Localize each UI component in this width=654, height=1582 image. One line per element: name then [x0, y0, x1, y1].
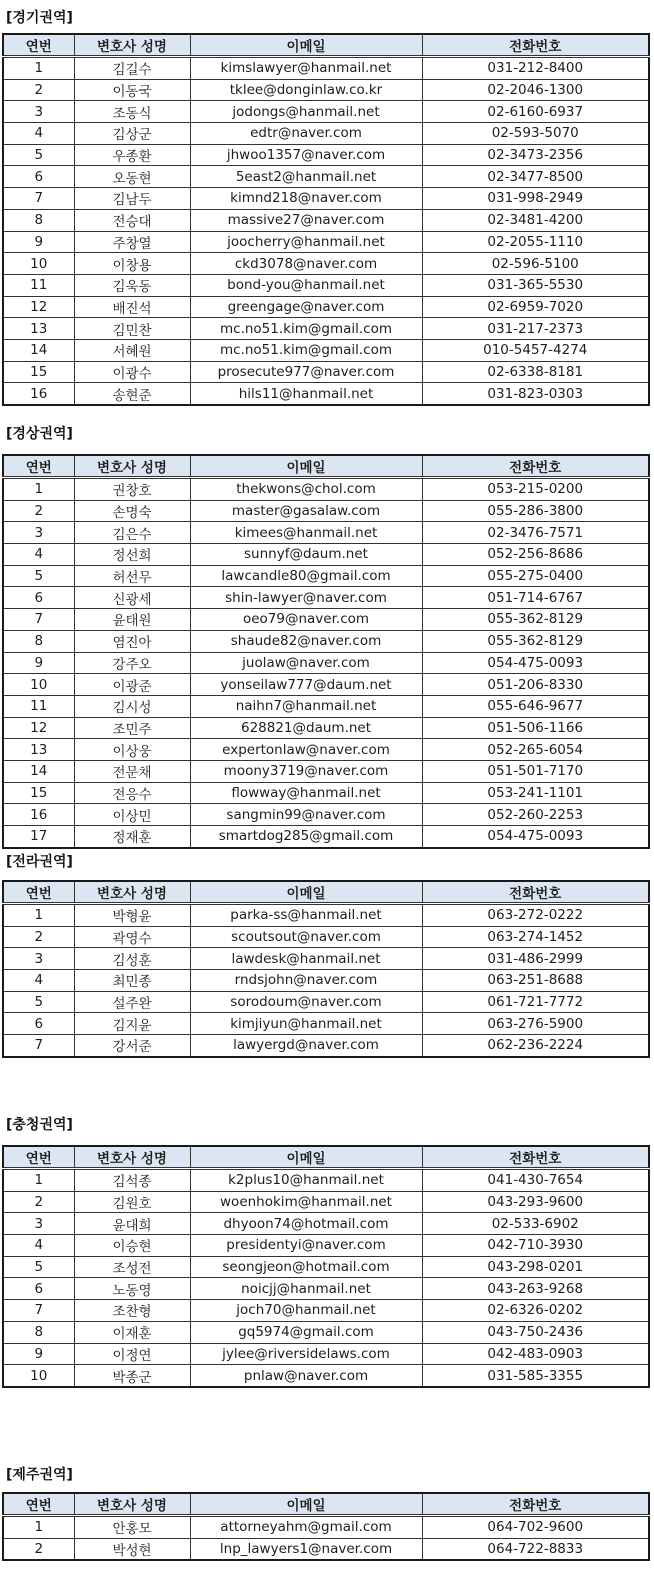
phone-number: 02-3476-7571 — [422, 522, 649, 544]
phone-number: 043-293-9600 — [422, 1191, 649, 1213]
section-title: [경상권역] — [6, 426, 73, 442]
lawyer-name: 전승대 — [74, 209, 190, 231]
phone-number: 02-2046-1300 — [422, 79, 649, 101]
email-address: shin-lawyer@naver.com — [190, 587, 422, 609]
table-row — [3, 652, 649, 674]
section-title: [제주권역] — [6, 1467, 73, 1483]
row-number: 6 — [3, 587, 74, 609]
table-row — [3, 991, 649, 1013]
section-title: [전라권역] — [6, 854, 73, 870]
row-number: 6 — [3, 1013, 74, 1035]
lawyer-table-gyeonggi — [2, 33, 650, 406]
lawyer-table-gyeongsang — [2, 454, 650, 849]
phone-number: 031-217-2373 — [422, 318, 649, 340]
table-row — [3, 101, 649, 123]
lawyer-table-jeolla — [2, 880, 650, 1058]
email-address: sorodoum@naver.com — [190, 991, 422, 1013]
table-row — [3, 318, 649, 340]
phone-number: 055-362-8129 — [422, 630, 649, 652]
row-number: 10 — [3, 674, 74, 696]
lawyer-name: 강주오 — [74, 652, 190, 674]
table-row — [3, 904, 649, 927]
phone-number: 062-236-2224 — [422, 1035, 649, 1057]
email-address: attorneyahm@gmail.com — [190, 1516, 422, 1539]
lawyer-name: 손명숙 — [74, 500, 190, 522]
table-row — [3, 970, 649, 992]
row-number: 3 — [3, 522, 74, 544]
email-address: naihn7@hanmail.net — [190, 695, 422, 717]
phone-number: 064-702-9600 — [422, 1516, 649, 1539]
lawyer-name: 조성전 — [74, 1256, 190, 1278]
lawyer-name: 김민찬 — [74, 318, 190, 340]
row-number: 7 — [3, 188, 74, 210]
row-number: 2 — [3, 1191, 74, 1213]
row-number: 14 — [3, 760, 74, 782]
phone-number: 051-206-8330 — [422, 674, 649, 696]
email-address: tklee@donginlaw.co.kr — [190, 79, 422, 101]
phone-number: 063-251-8688 — [422, 970, 649, 992]
email-address: sangmin99@naver.com — [190, 804, 422, 826]
email-address: kimnd218@naver.com — [190, 188, 422, 210]
table-header-row — [3, 1146, 649, 1169]
phone-number: 02-533-6902 — [422, 1213, 649, 1235]
row-number: 2 — [3, 926, 74, 948]
email-address: shaude82@naver.com — [190, 630, 422, 652]
email-address: edtr@naver.com — [190, 123, 422, 145]
table-row — [3, 1191, 649, 1213]
lawyer-name: 이광수 — [74, 361, 190, 383]
row-number: 6 — [3, 1278, 74, 1300]
lawyer-name: 배진석 — [74, 296, 190, 318]
email-address: presidentyi@naver.com — [190, 1235, 422, 1257]
lawyer-name: 김상군 — [74, 123, 190, 145]
table-row — [3, 1516, 649, 1539]
lawyer-name: 안홍모 — [74, 1516, 190, 1539]
table-row — [3, 123, 649, 145]
email-address: bond-you@hanmail.net — [190, 274, 422, 296]
lawyer-name: 이창용 — [74, 253, 190, 275]
phone-number: 02-6338-8181 — [422, 361, 649, 383]
table-row — [3, 383, 649, 405]
email-address: sunnyf@daum.net — [190, 544, 422, 566]
row-number: 12 — [3, 296, 74, 318]
lawyer-name: 김남두 — [74, 188, 190, 210]
phone-number: 02-596-5100 — [422, 253, 649, 275]
lawyer-name: 조동식 — [74, 101, 190, 123]
column-header-phone: 전화번호 — [422, 1493, 649, 1516]
row-number: 1 — [3, 1169, 74, 1192]
phone-number: 053-241-1101 — [422, 782, 649, 804]
email-address: ckd3078@naver.com — [190, 253, 422, 275]
row-number: 4 — [3, 970, 74, 992]
phone-number: 054-475-0093 — [422, 652, 649, 674]
phone-number: 02-6160-6937 — [422, 101, 649, 123]
table-header-row — [3, 881, 649, 904]
email-address: joocherry@hanmail.net — [190, 231, 422, 253]
row-number: 11 — [3, 695, 74, 717]
row-number: 8 — [3, 209, 74, 231]
row-number: 9 — [3, 231, 74, 253]
row-number: 7 — [3, 1035, 74, 1057]
lawyer-table-chungcheong — [2, 1145, 650, 1388]
email-address: lawdesk@hanmail.net — [190, 948, 422, 970]
table-header-row — [3, 34, 649, 57]
row-number: 8 — [3, 630, 74, 652]
phone-number: 031-365-5530 — [422, 274, 649, 296]
lawyer-name: 김길수 — [74, 57, 190, 80]
phone-number: 031-212-8400 — [422, 57, 649, 80]
email-address: oeo79@naver.com — [190, 609, 422, 631]
column-header-email: 이메일 — [190, 1146, 422, 1169]
table-row — [3, 948, 649, 970]
table-row — [3, 695, 649, 717]
table-row — [3, 1235, 649, 1257]
phone-number: 064-722-8833 — [422, 1538, 649, 1560]
table-row — [3, 739, 649, 761]
email-address: jhwoo1357@naver.com — [190, 144, 422, 166]
lawyer-name: 조민주 — [74, 717, 190, 739]
phone-number: 051-501-7170 — [422, 760, 649, 782]
table-row — [3, 188, 649, 210]
table-row — [3, 1035, 649, 1057]
table-row — [3, 1013, 649, 1035]
row-number: 9 — [3, 1343, 74, 1365]
table-row — [3, 1256, 649, 1278]
lawyer-name: 염진아 — [74, 630, 190, 652]
lawyer-name: 박종군 — [74, 1365, 190, 1387]
email-address: juolaw@naver.com — [190, 652, 422, 674]
phone-number: 054-475-0093 — [422, 826, 649, 848]
phone-number: 010-5457-4274 — [422, 339, 649, 361]
email-address: master@gasalaw.com — [190, 500, 422, 522]
lawyer-name: 이정연 — [74, 1343, 190, 1365]
phone-number: 031-998-2949 — [422, 188, 649, 210]
row-number: 16 — [3, 383, 74, 405]
email-address: pnlaw@naver.com — [190, 1365, 422, 1387]
column-header-phone: 전화번호 — [422, 1146, 649, 1169]
row-number: 10 — [3, 253, 74, 275]
row-number: 17 — [3, 826, 74, 848]
email-address: smartdog285@gmail.com — [190, 826, 422, 848]
lawyer-name: 윤대희 — [74, 1213, 190, 1235]
row-number: 15 — [3, 361, 74, 383]
email-address: lawcandle80@gmail.com — [190, 565, 422, 587]
lawyer-name: 곽영수 — [74, 926, 190, 948]
lawyer-name: 김시성 — [74, 695, 190, 717]
table-row — [3, 57, 649, 80]
phone-number: 031-823-0303 — [422, 383, 649, 405]
table-row — [3, 609, 649, 631]
table-row — [3, 674, 649, 696]
row-number: 12 — [3, 717, 74, 739]
phone-number: 051-714-6767 — [422, 587, 649, 609]
phone-number: 063-276-5900 — [422, 1013, 649, 1035]
email-address: kimees@hanmail.net — [190, 522, 422, 544]
row-number: 2 — [3, 1538, 74, 1560]
lawyer-name: 최민종 — [74, 970, 190, 992]
table-row — [3, 478, 649, 501]
row-number: 3 — [3, 101, 74, 123]
email-address: greengage@naver.com — [190, 296, 422, 318]
row-number: 1 — [3, 904, 74, 927]
table-row — [3, 1278, 649, 1300]
email-address: massive27@naver.com — [190, 209, 422, 231]
lawyer-name: 권창호 — [74, 478, 190, 501]
column-header-no: 연번 — [3, 34, 74, 57]
email-address: jylee@riversidelaws.com — [190, 1343, 422, 1365]
table-row — [3, 782, 649, 804]
column-header-phone: 전화번호 — [422, 34, 649, 57]
phone-number: 055-286-3800 — [422, 500, 649, 522]
lawyer-name: 우종환 — [74, 144, 190, 166]
phone-number: 02-593-5070 — [422, 123, 649, 145]
row-number: 4 — [3, 544, 74, 566]
email-address: lawyergd@naver.com — [190, 1035, 422, 1057]
phone-number: 043-750-2436 — [422, 1321, 649, 1343]
table-row — [3, 144, 649, 166]
lawyer-name: 송현준 — [74, 383, 190, 405]
column-header-no: 연번 — [3, 455, 74, 478]
row-number: 5 — [3, 991, 74, 1013]
lawyer-name: 조찬형 — [74, 1300, 190, 1322]
lawyer-name: 김원호 — [74, 1191, 190, 1213]
email-address: 628821@daum.net — [190, 717, 422, 739]
table-row — [3, 587, 649, 609]
phone-number: 02-3481-4200 — [422, 209, 649, 231]
lawyer-name: 김석종 — [74, 1169, 190, 1192]
lawyer-name: 강서준 — [74, 1035, 190, 1057]
table-row — [3, 1343, 649, 1365]
row-number: 10 — [3, 1365, 74, 1387]
table-row — [3, 361, 649, 383]
phone-number: 02-6326-0202 — [422, 1300, 649, 1322]
phone-number: 02-2055-1110 — [422, 231, 649, 253]
row-number: 13 — [3, 318, 74, 340]
row-number: 1 — [3, 478, 74, 501]
table-row — [3, 826, 649, 848]
email-address: jodongs@hanmail.net — [190, 101, 422, 123]
table-row — [3, 1321, 649, 1343]
email-address: prosecute977@naver.com — [190, 361, 422, 383]
email-address: woenhokim@hanmail.net — [190, 1191, 422, 1213]
phone-number: 02-3473-2356 — [422, 144, 649, 166]
email-address: moony3719@naver.com — [190, 760, 422, 782]
phone-number: 043-263-9268 — [422, 1278, 649, 1300]
email-address: scoutsout@naver.com — [190, 926, 422, 948]
column-header-no: 연번 — [3, 1493, 74, 1516]
phone-number: 02-3477-8500 — [422, 166, 649, 188]
column-header-name: 변호사 성명 — [74, 34, 190, 57]
phone-number: 031-585-3355 — [422, 1365, 649, 1387]
email-address: noicjj@hanmail.net — [190, 1278, 422, 1300]
row-number: 1 — [3, 1516, 74, 1539]
table-row — [3, 296, 649, 318]
email-address: 5east2@hanmail.net — [190, 166, 422, 188]
table-header-row — [3, 1493, 649, 1516]
email-address: mc.no51.kim@gmail.com — [190, 339, 422, 361]
row-number: 6 — [3, 166, 74, 188]
table-row — [3, 1169, 649, 1192]
table-row — [3, 1300, 649, 1322]
phone-number: 02-6959-7020 — [422, 296, 649, 318]
column-header-email: 이메일 — [190, 881, 422, 904]
lawyer-name: 김욱동 — [74, 274, 190, 296]
lawyer-name: 정선희 — [74, 544, 190, 566]
email-address: rndsjohn@naver.com — [190, 970, 422, 992]
phone-number: 052-256-8686 — [422, 544, 649, 566]
column-header-email: 이메일 — [190, 1493, 422, 1516]
row-number: 5 — [3, 1256, 74, 1278]
table-row — [3, 166, 649, 188]
phone-number: 031-486-2999 — [422, 948, 649, 970]
row-number: 13 — [3, 739, 74, 761]
table-row — [3, 804, 649, 826]
column-header-phone: 전화번호 — [422, 455, 649, 478]
table-row — [3, 274, 649, 296]
email-address: kimjiyun@hanmail.net — [190, 1013, 422, 1035]
table-row — [3, 79, 649, 101]
column-header-name: 변호사 성명 — [74, 881, 190, 904]
lawyer-name: 김지윤 — [74, 1013, 190, 1035]
lawyer-name: 오동현 — [74, 166, 190, 188]
email-address: dhyoon74@hotmail.com — [190, 1213, 422, 1235]
row-number: 15 — [3, 782, 74, 804]
column-header-email: 이메일 — [190, 455, 422, 478]
lawyer-name: 전응수 — [74, 782, 190, 804]
email-address: flowway@hanmail.net — [190, 782, 422, 804]
column-header-name: 변호사 성명 — [74, 1146, 190, 1169]
phone-number: 063-274-1452 — [422, 926, 649, 948]
row-number: 5 — [3, 144, 74, 166]
table-row — [3, 339, 649, 361]
column-header-no: 연번 — [3, 1146, 74, 1169]
lawyer-name: 신광세 — [74, 587, 190, 609]
phone-number: 042-710-3930 — [422, 1235, 649, 1257]
lawyer-name: 이동국 — [74, 79, 190, 101]
table-header-row — [3, 455, 649, 478]
lawyer-table-jeju — [2, 1492, 650, 1561]
lawyer-name: 김성훈 — [74, 948, 190, 970]
phone-number: 052-260-2253 — [422, 804, 649, 826]
row-number: 2 — [3, 79, 74, 101]
lawyer-name: 허선무 — [74, 565, 190, 587]
lawyer-name: 윤태원 — [74, 609, 190, 631]
email-address: lnp_lawyers1@naver.com — [190, 1538, 422, 1560]
row-number: 3 — [3, 948, 74, 970]
table-row — [3, 500, 649, 522]
row-number: 11 — [3, 274, 74, 296]
email-address: seongjeon@hotmail.com — [190, 1256, 422, 1278]
section-title: [경기권역] — [6, 10, 73, 26]
row-number: 3 — [3, 1213, 74, 1235]
table-row — [3, 760, 649, 782]
lawyer-name: 박성현 — [74, 1538, 190, 1560]
table-row — [3, 565, 649, 587]
table-row — [3, 544, 649, 566]
table-row — [3, 630, 649, 652]
lawyer-name: 전문채 — [74, 760, 190, 782]
email-address: yonseilaw777@daum.net — [190, 674, 422, 696]
table-row — [3, 926, 649, 948]
section-title: [충청권역] — [6, 1117, 73, 1133]
phone-number: 052-265-6054 — [422, 739, 649, 761]
email-address: kimslawyer@hanmail.net — [190, 57, 422, 80]
email-address: hils11@hanmail.net — [190, 383, 422, 405]
column-header-email: 이메일 — [190, 34, 422, 57]
phone-number: 055-275-0400 — [422, 565, 649, 587]
email-address: thekwons@chol.com — [190, 478, 422, 501]
column-header-name: 변호사 성명 — [74, 455, 190, 478]
row-number: 8 — [3, 1321, 74, 1343]
table-row — [3, 1538, 649, 1560]
row-number: 14 — [3, 339, 74, 361]
phone-number: 041-430-7654 — [422, 1169, 649, 1192]
lawyer-name: 정재훈 — [74, 826, 190, 848]
table-row — [3, 1213, 649, 1235]
row-number: 4 — [3, 1235, 74, 1257]
phone-number: 055-646-9677 — [422, 695, 649, 717]
lawyer-name: 박형윤 — [74, 904, 190, 927]
phone-number: 063-272-0222 — [422, 904, 649, 927]
email-address: joch70@hanmail.net — [190, 1300, 422, 1322]
lawyer-name: 주창열 — [74, 231, 190, 253]
table-row — [3, 253, 649, 275]
lawyer-name: 노동영 — [74, 1278, 190, 1300]
email-address: expertonlaw@naver.com — [190, 739, 422, 761]
email-address: parka-ss@hanmail.net — [190, 904, 422, 927]
email-address: gq5974@gmail.com — [190, 1321, 422, 1343]
phone-number: 043-298-0201 — [422, 1256, 649, 1278]
table-row — [3, 209, 649, 231]
table-row — [3, 1365, 649, 1387]
phone-number: 061-721-7772 — [422, 991, 649, 1013]
row-number: 2 — [3, 500, 74, 522]
row-number: 5 — [3, 565, 74, 587]
row-number: 7 — [3, 1300, 74, 1322]
email-address: k2plus10@hanmail.net — [190, 1169, 422, 1192]
column-header-no: 연번 — [3, 881, 74, 904]
lawyer-name: 이재훈 — [74, 1321, 190, 1343]
phone-number: 055-362-8129 — [422, 609, 649, 631]
lawyer-name: 이승현 — [74, 1235, 190, 1257]
table-row — [3, 231, 649, 253]
lawyer-name: 이광준 — [74, 674, 190, 696]
table-row — [3, 522, 649, 544]
lawyer-name: 이상민 — [74, 804, 190, 826]
row-number: 7 — [3, 609, 74, 631]
phone-number: 053-215-0200 — [422, 478, 649, 501]
phone-number: 051-506-1166 — [422, 717, 649, 739]
row-number: 1 — [3, 57, 74, 80]
column-header-name: 변호사 성명 — [74, 1493, 190, 1516]
row-number: 4 — [3, 123, 74, 145]
table-row — [3, 717, 649, 739]
lawyer-name: 서혜원 — [74, 339, 190, 361]
email-address: mc.no51.kim@gmail.com — [190, 318, 422, 340]
column-header-phone: 전화번호 — [422, 881, 649, 904]
row-number: 16 — [3, 804, 74, 826]
lawyer-name: 이상웅 — [74, 739, 190, 761]
lawyer-name: 김은수 — [74, 522, 190, 544]
lawyer-name: 설주완 — [74, 991, 190, 1013]
phone-number: 042-483-0903 — [422, 1343, 649, 1365]
row-number: 9 — [3, 652, 74, 674]
